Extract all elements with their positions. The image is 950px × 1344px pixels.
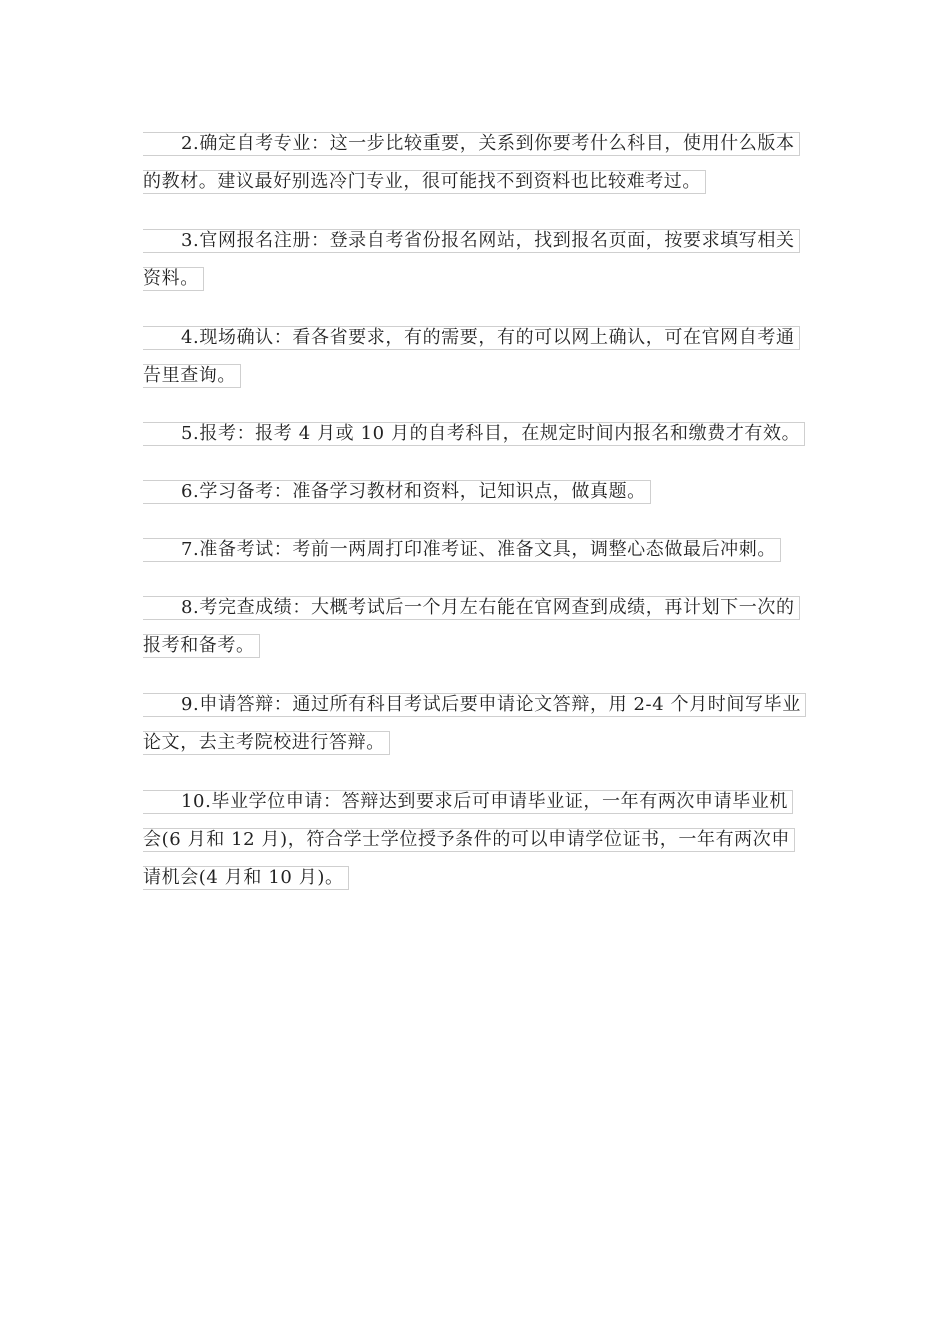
paragraph-line: 报考和备考。 <box>143 634 260 658</box>
paragraph-line: 请机会(4 月和 10 月)。 <box>143 866 349 890</box>
paragraph-step-2 <box>143 124 800 200</box>
paragraph-line: 会(6 月和 12 月)，符合学士学位授予条件的可以申请学位证书，一年有两次申 <box>143 828 795 852</box>
paragraph-step-8 <box>143 588 800 664</box>
paragraph-line: 告里查询。 <box>143 364 241 388</box>
paragraph-step-5 <box>143 414 805 452</box>
paragraph-line: 论文，去主考院校进行答辩。 <box>143 731 390 755</box>
paragraph-step-7 <box>143 530 781 568</box>
paragraph-line: 的教材。建议最好别选冷门专业，很可能找不到资料也比较难考过。 <box>143 170 706 194</box>
paragraph-line: 4.现场确认：看各省要求，有的需要，有的可以网上确认，可在官网自考通 <box>143 326 800 350</box>
paragraph-line: 10.毕业学位申请：答辩达到要求后可申请毕业证，一年有两次申请毕业机 <box>143 790 793 814</box>
paragraph-step-3 <box>143 221 800 297</box>
paragraph-line: 7.准备考试：考前一两周打印准考证、准备文具，调整心态做最后冲刺。 <box>143 538 781 562</box>
paragraph-line: 6.学习备考：准备学习教材和资料，记知识点，做真题。 <box>143 480 651 504</box>
paragraph-line: 5.报考：报考 4 月或 10 月的自考科目，在规定时间内报名和缴费才有效。 <box>143 422 805 446</box>
paragraph-step-6 <box>143 472 651 510</box>
paragraph-line: 资料。 <box>143 267 204 291</box>
paragraph-line: 9.申请答辩：通过所有科目考试后要申请论文答辩，用 2-4 个月时间写毕业 <box>143 693 806 717</box>
paragraph-line: 8.考完查成绩：大概考试后一个月左右能在官网查到成绩，再计划下一次的 <box>143 596 800 620</box>
paragraph-step-4 <box>143 318 800 394</box>
paragraph-line: 2.确定自考专业：这一步比较重要，关系到你要考什么科目，使用什么版本 <box>143 132 800 156</box>
paragraph-step-9 <box>143 685 806 761</box>
paragraph-step-10 <box>143 782 795 896</box>
paragraph-line: 3.官网报名注册：登录自考省份报名网站，找到报名页面，按要求填写相关 <box>143 229 800 253</box>
